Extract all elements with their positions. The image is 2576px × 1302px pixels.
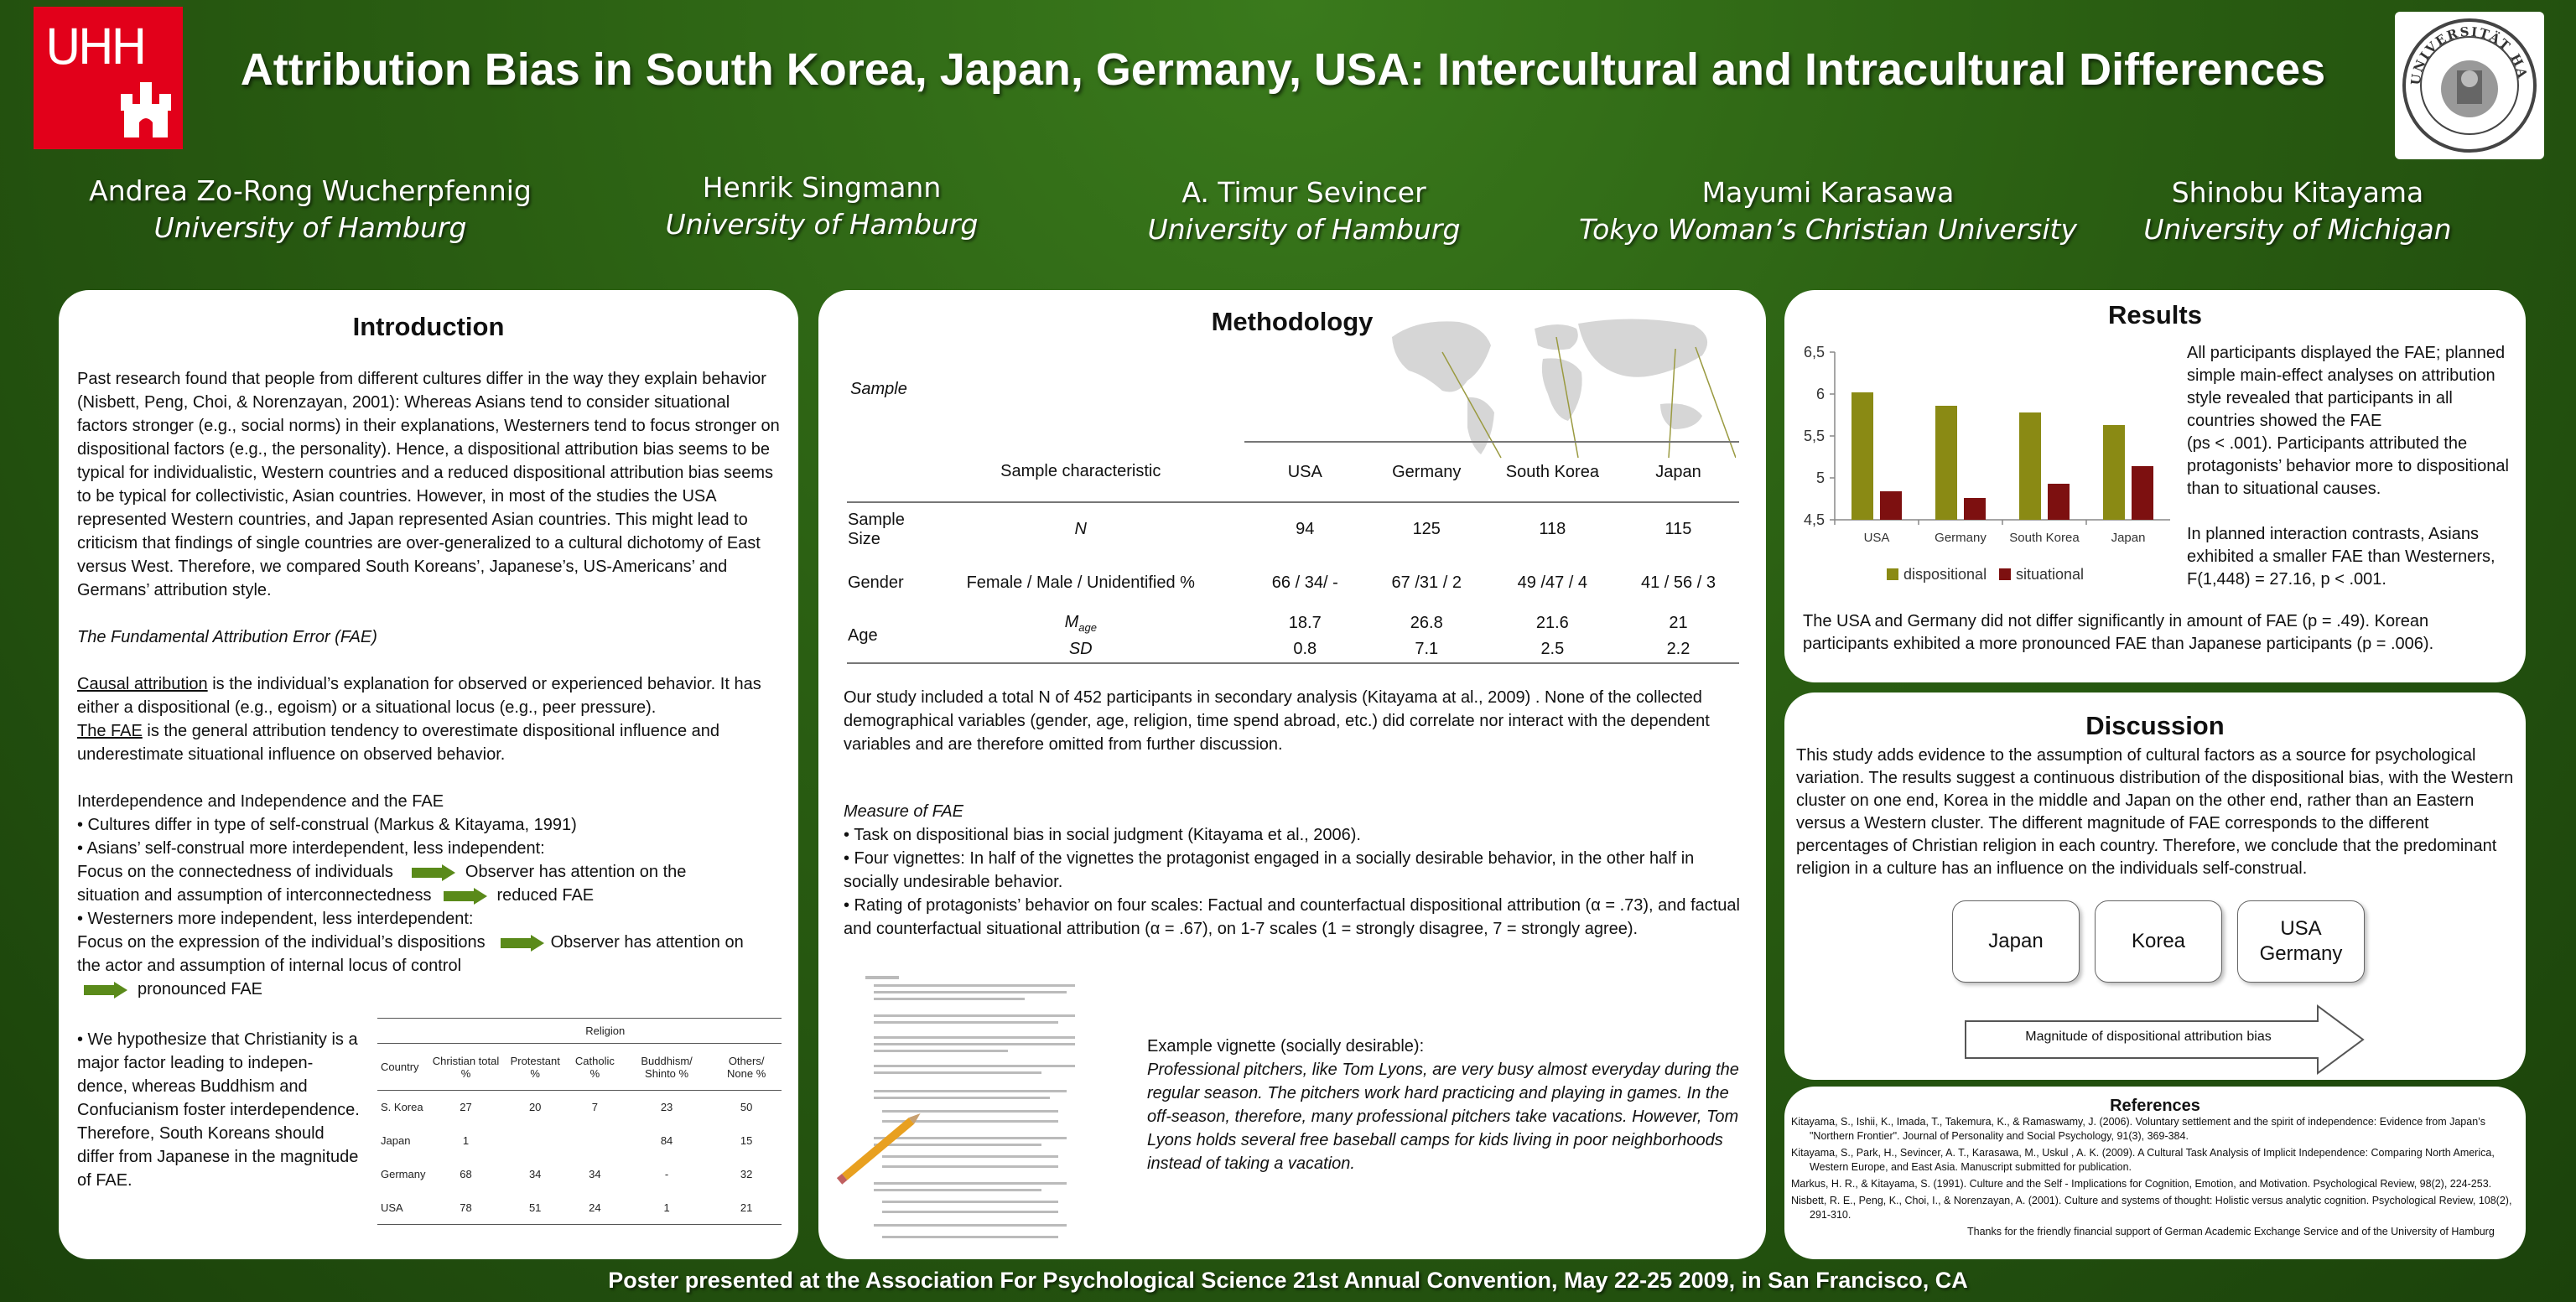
fae-def-text: is the general attribution tendency to overestimate dispositional influence and underestimate situational influence on observed behavior. xyxy=(77,722,720,764)
japan-box-label: Japan xyxy=(1988,930,2044,952)
causal-term: Causal attribution xyxy=(77,675,208,693)
results-title: Results xyxy=(2108,300,2202,329)
table-cell: 0.8 xyxy=(1293,640,1317,658)
legend-label: situational xyxy=(2016,566,2085,583)
introduction-panel xyxy=(59,290,798,1259)
legend-swatch xyxy=(1999,568,2011,580)
uhh-logo xyxy=(34,7,183,149)
university-seal xyxy=(2395,12,2544,159)
sample-table xyxy=(847,441,1739,664)
table-cell: Japan xyxy=(381,1134,411,1147)
results-text-1: All participants displayed the FAE; planned simple main-effect analyses on attribution style revealed that participants in all countries showed the FAE xyxy=(2187,344,2506,430)
religion-col-header: Protestant % xyxy=(510,1054,560,1080)
questionnaire-image xyxy=(835,973,1104,1249)
methodology-title: Methodology xyxy=(1211,307,1374,336)
vignette-text: Professional pitchers, like Tom Lyons, are very busy almost everyday during the regular season. The pitchers work hard practicing and playing in games. In the off-season, therefore, many professional pitchers take vacations. However, Tom Lyons holds several free baseball camps for kids living in poor neighborhoods instead of taking a vacation. xyxy=(1147,1061,1739,1173)
measure-heading: Measure of FAE xyxy=(844,802,964,821)
table-cell: 1 xyxy=(462,1134,470,1147)
magnitude-arrow-label: Magnitude of dispositional attribution bias xyxy=(2025,1030,2272,1044)
methodology-panel xyxy=(818,290,1766,1259)
reference-item: Kitayama, S., Ishii, K., Imada, T., Takemura, K., & Ramaswamy, J. (2006). Voluntary settlement and the spirit of independence: Evidence from Japan’s "Northern Frontier". Journal of Personality and Social Psychology, 91(3), 369-384. xyxy=(1791,1116,2485,1142)
age-m-sub: age xyxy=(1078,620,1097,634)
table-cell: Gender xyxy=(848,573,904,592)
results-text-1b: (ps < .001). Participants attributed the protagonists’ behavior more to dispositional than to situational causes. xyxy=(2187,434,2509,498)
asians-observer: Observer has attention on the xyxy=(465,863,687,881)
western-box-label-1: USA xyxy=(2280,917,2322,940)
fae-heading: The Fundamental Attribution Error (FAE) xyxy=(77,628,377,646)
reference-item: Nisbett, R. E., Peng, K., Choi, I., & Norenzayan, A. (2001). Culture and systems of thought: Holistic versus analytic cognition. Psychological Review, 108(2), 291-310. xyxy=(1791,1195,2512,1221)
discussion-title: Discussion xyxy=(2085,711,2225,740)
table-cell: 23 xyxy=(660,1101,673,1114)
table-cell: 118 xyxy=(1539,520,1566,538)
author-name: Henrik Singmann xyxy=(702,171,942,204)
fae-term: The FAE xyxy=(77,722,143,740)
author-2 xyxy=(612,169,1031,243)
sample-col-header: Germany xyxy=(1366,442,1488,502)
table-cell: 49 /47 / 4 xyxy=(1517,573,1588,592)
table-cell: 2.5 xyxy=(1540,640,1565,658)
table-cell: 41 / 56 / 3 xyxy=(1640,573,1716,592)
hypothesis xyxy=(77,1028,362,1192)
measure-bullet: • Task on dispositional bias in social judgment (Kitayama et al., 2006). xyxy=(844,826,1361,844)
religion-table xyxy=(377,1018,782,1225)
table-cell: Age xyxy=(847,610,917,663)
table-cell: 26.8 xyxy=(1410,613,1443,632)
arrow-right-icon xyxy=(501,935,546,952)
author-name: Mayumi Karasawa xyxy=(1701,176,1955,209)
reference-item: Kitayama, S., Park, H., Sevincer, A. T., Karasawa, M., Uskul , A. K. (2009). A Cultural Task Analysis of Implicit Independence: Comparing North America, Western Europe, and East Asia. Manuscript submitted for publication. xyxy=(1791,1147,2495,1173)
table-cell: 50 xyxy=(740,1101,753,1114)
table-row xyxy=(377,1191,782,1225)
religion-col-header: Country xyxy=(381,1061,419,1073)
table-cell: N xyxy=(1074,520,1087,538)
poster-footer: Poster presented at the Association For Psychological Science 21st Annual Convention, May 22-25 2009, in San Francisco, CA xyxy=(608,1268,1968,1293)
table-row xyxy=(847,636,1739,663)
korea-box-label: Korea xyxy=(2131,930,2186,952)
introduction-body xyxy=(77,367,782,1001)
japan-box xyxy=(1952,900,2080,983)
westerners-actor: the actor and assumption of internal locus of control xyxy=(77,957,462,975)
table-cell: 21 xyxy=(1669,613,1688,632)
reference-item: Markus, H. R., & Kitayama, S. (1991). Culture and the Self - Implications for Cognition, Emotion, and Motivation. Psychological Review, 98(2), 224-253. xyxy=(1791,1178,2492,1190)
table-cell: 21 xyxy=(740,1201,753,1214)
table-cell: 7.1 xyxy=(1415,640,1439,658)
y-tick-label: 5 xyxy=(1815,469,1825,486)
western-box-label-2: Germany xyxy=(2259,942,2343,965)
x-tick-label: Japan xyxy=(2111,531,2146,545)
results-text-2: In planned interaction contrasts, Asians exhibited a smaller FAE than Westerners, F(1,448) = 27.16, p < .001. xyxy=(2187,525,2496,589)
asians-focus: Focus on the connectedness of individuals xyxy=(77,863,393,881)
table-cell: 7 xyxy=(591,1101,598,1114)
table-cell: Female / Male / Unidentified % xyxy=(966,573,1195,592)
vignette-heading: Example vignette (socially desirable): xyxy=(1147,1037,1425,1056)
table-cell: - xyxy=(664,1168,669,1180)
vignette xyxy=(1147,1035,1751,1175)
table-cell: 67 /31 / 2 xyxy=(1391,573,1462,592)
x-tick-label: Germany xyxy=(1935,531,1987,545)
results-text-3: The USA and Germany did not differ significantly in amount of FAE (p = .49). Korean participants exhibited a more pronounced FAE than Japanese participants (p = .006). xyxy=(1803,612,2434,653)
table-row xyxy=(847,502,1739,556)
table-cell: 94 xyxy=(1296,520,1315,538)
table-row xyxy=(847,610,1739,636)
table-row xyxy=(847,556,1739,610)
results-text xyxy=(2187,342,2516,591)
bar-situational xyxy=(1964,498,1986,520)
sample-col-header: USA xyxy=(1244,442,1366,502)
table-row xyxy=(377,1158,782,1191)
religion-group-header: Religion xyxy=(585,1024,626,1037)
table-cell: 78 xyxy=(460,1201,472,1214)
sample-col-header: Sample characteristic xyxy=(1000,462,1161,480)
sample-description: Our study included a total N of 452 participants in secondary analysis (Kitayama at al., 2009) . None of the collected demographical variables (gender, age, religion, time spend abroad, etc.) did correlate nor interact with the dependent variables and are therefore omitted from further discussion. xyxy=(844,688,1710,754)
author-name: Andrea Zo-Rong Wucherpfennig xyxy=(89,174,532,207)
seal-text: UNIVERSITÄT HA xyxy=(2407,23,2531,86)
table-cell: 15 xyxy=(740,1134,753,1147)
table-cell: USA xyxy=(381,1201,403,1214)
author-1 xyxy=(50,173,570,246)
discussion-text: This study adds evidence to the assumption of cultural factors as a source for psychological variation. The results suggest a continuous distribution of the dispositional bias, with the Western cluster on one end, Korea in the middle and Japan on the other end, rather than an Eastern versus a Western cluster. The different magnitude of FAE corresponds to the different percentages of Christian religion in each country. Therefore, we conclude that the predominant religion in a culture has an influence on the individuals self-construal. xyxy=(1796,746,2514,878)
references-title: References xyxy=(2110,1097,2200,1115)
world-map-icon xyxy=(1384,303,1736,463)
measure-section xyxy=(844,800,1749,941)
author-name: A. Timur Sevincer xyxy=(1182,176,1426,209)
hypothesis-text: • We hypothesize that Christianity is a major factor leading to indepen-dence, whereas Buddhism and Confucianism foster interdependence. xyxy=(77,1030,360,1119)
bar-dispositional xyxy=(1935,406,1957,520)
table-cell: 2.2 xyxy=(1666,640,1690,658)
legend-swatch xyxy=(1887,568,1898,580)
table-cell: 34 xyxy=(528,1168,542,1180)
author-affiliation: University of Hamburg xyxy=(1147,213,1461,246)
fae-def xyxy=(77,719,782,766)
age-m: M xyxy=(1064,612,1079,631)
bullet-asians: • Asians’ self-construal more interdependent, less independent: xyxy=(77,839,545,858)
westerners-focus: Focus on the expression of the individual’s dispositions xyxy=(77,933,486,952)
westerners-pronounced-fae: pronounced FAE xyxy=(138,980,262,999)
author-affiliation: University of Michigan xyxy=(2143,213,2452,246)
y-tick-label: 4,5 xyxy=(1803,511,1825,528)
y-tick-label: 6,5 xyxy=(1803,344,1825,361)
poster-title: Attribution Bias in South Korea, Japan, Germany, USA: Intercultural and Intracultural Differences xyxy=(240,44,2326,95)
intro-paragraph: Past research found that people from different cultures differ in the way they explain behavior (Nisbett, Peng, Choi, & Norenzayan, 2001): Whereas Asians tend to consider situational factors stronger (e.g., social norms) in their explanations, Westerners tend to focus stronger on dispositional factors (e.g., the personality). Hence, a dispositional attribution bias seems to be typical for individualistic, Western countries and a reduced dispositional attribution bias seems to be typical for collectivistic, Asian countries. However, in most of the studies the USA represented Western countries, and Japan represented Asian countries. This might lead to criticism that findings of single countries are over-generalized to a cultural dichotomy of East versus West. Therefore, we compared South Koreans’, Japanese’s, US-Americans’ and Germans’ attribution style. xyxy=(77,370,780,599)
bullet-self-construal: • Cultures differ in type of self-construal (Markus & Kitayama, 1991) xyxy=(77,816,577,834)
table-cell: 115 xyxy=(1665,520,1692,538)
introduction-title: Introduction xyxy=(352,312,505,341)
x-tick-label: USA xyxy=(1863,531,1890,545)
table-cell: SD xyxy=(1068,640,1093,658)
hamburg-castle-icon xyxy=(121,82,171,137)
author-affiliation: Tokyo Woman’s Christian University xyxy=(1579,213,2077,246)
bullet-westerners: • Westerners more independent, less interdependent: xyxy=(77,910,474,928)
y-tick-label: 6 xyxy=(1815,386,1825,402)
author-affiliation: University of Hamburg xyxy=(153,211,467,244)
table-cell: Germany xyxy=(381,1168,426,1180)
table-cell: 51 xyxy=(528,1201,542,1214)
hypothesis-text-2: Therefore, South Koreans should differ from Japanese in the magnitude of FAE. xyxy=(77,1124,359,1190)
ii-heading: Interdependence and Independence and the FAE xyxy=(77,792,444,811)
table-cell: 32 xyxy=(740,1168,753,1180)
causal-attribution-def xyxy=(77,672,782,719)
asians-reduced-fae: reduced FAE xyxy=(496,886,595,905)
uhh-logo-text: UHH xyxy=(45,18,144,75)
korea-box xyxy=(2095,900,2222,983)
bar-dispositional xyxy=(2019,412,2041,520)
author-name: Shinobu Kitayama xyxy=(2171,176,2424,209)
author-5 xyxy=(2122,174,2474,248)
causal-def-text: is the individual’s explanation for observed or experienced behavior. It has either a dispositional (e.g., egoism) or a situational locus (e.g., peer pressure). xyxy=(77,675,761,717)
table-cell: 1 xyxy=(663,1201,670,1214)
thanks-note: Thanks for the friendly financial support of German Academic Exchange Service and of the University of Hamburg xyxy=(1967,1226,2495,1237)
author-3 xyxy=(1090,174,1518,248)
arrow-right-icon xyxy=(412,864,457,881)
bar-situational xyxy=(2132,466,2153,520)
discussion-panel xyxy=(1784,692,2526,1080)
legend-label: dispositional xyxy=(1903,566,1987,583)
table-cell xyxy=(568,1124,622,1158)
arrow-right-icon xyxy=(84,982,129,999)
results-panel xyxy=(1784,290,2526,682)
author-affiliation: University of Hamburg xyxy=(665,208,979,241)
table-cell: 34 xyxy=(589,1168,601,1180)
table-cell xyxy=(503,1124,568,1158)
age-mean-label xyxy=(917,610,1244,636)
religion-col-header: Christian total % xyxy=(432,1054,500,1080)
table-cell: 66 / 34/ - xyxy=(1271,573,1338,592)
sample-col-header: South Korea xyxy=(1488,442,1618,502)
table-cell: 27 xyxy=(460,1101,472,1114)
western-box xyxy=(2237,900,2365,983)
table-cell: 84 xyxy=(660,1134,673,1147)
bar-dispositional xyxy=(1852,392,1873,520)
references-list xyxy=(1791,1115,2529,1242)
table-cell: 68 xyxy=(460,1168,472,1180)
table-cell: 125 xyxy=(1412,520,1441,538)
bar-situational xyxy=(2048,484,2070,520)
measure-bullet: • Four vignettes: In half of the vignettes the protagonist engaged in a socially desirable behavior, in the other half in socially undesirable behavior. xyxy=(844,849,1695,891)
table-cell: 24 xyxy=(589,1201,601,1214)
asians-situation: situation and assumption of interconnectedness xyxy=(77,886,432,905)
y-tick-label: 5,5 xyxy=(1803,428,1825,444)
author-4 xyxy=(1576,174,2080,248)
x-tick-label: South Korea xyxy=(2009,531,2080,545)
bar-situational xyxy=(1880,491,1902,520)
sample-col-header: Japan xyxy=(1618,442,1739,502)
table-cell: 21.6 xyxy=(1535,613,1569,632)
table-cell: S. Korea xyxy=(381,1101,423,1114)
religion-col-header: Catholic % xyxy=(574,1054,615,1080)
religion-col-header: Others/ None % xyxy=(727,1054,766,1080)
table-cell: Sample Size xyxy=(848,510,905,548)
table-cell: 18.7 xyxy=(1288,613,1322,632)
bar-dispositional xyxy=(2103,425,2125,520)
arrow-right-icon xyxy=(444,888,489,905)
table-cell: 20 xyxy=(528,1101,542,1114)
table-row xyxy=(377,1124,782,1158)
sample-label: Sample xyxy=(850,380,907,398)
measure-bullet: • Rating of protagonists’ behavior on four scales: Factual and counterfactual dispositional attribution (α = .73), and factual and counterfactual situational attribution (α = .67), on 1-7 scales (1 = strongly disagree, 7 = strongly agree). xyxy=(844,896,1740,938)
religion-col-header: Buddhism/ Shinto % xyxy=(641,1054,693,1080)
westerners-observer: Observer has attention on xyxy=(550,933,744,952)
table-row xyxy=(377,1091,782,1124)
